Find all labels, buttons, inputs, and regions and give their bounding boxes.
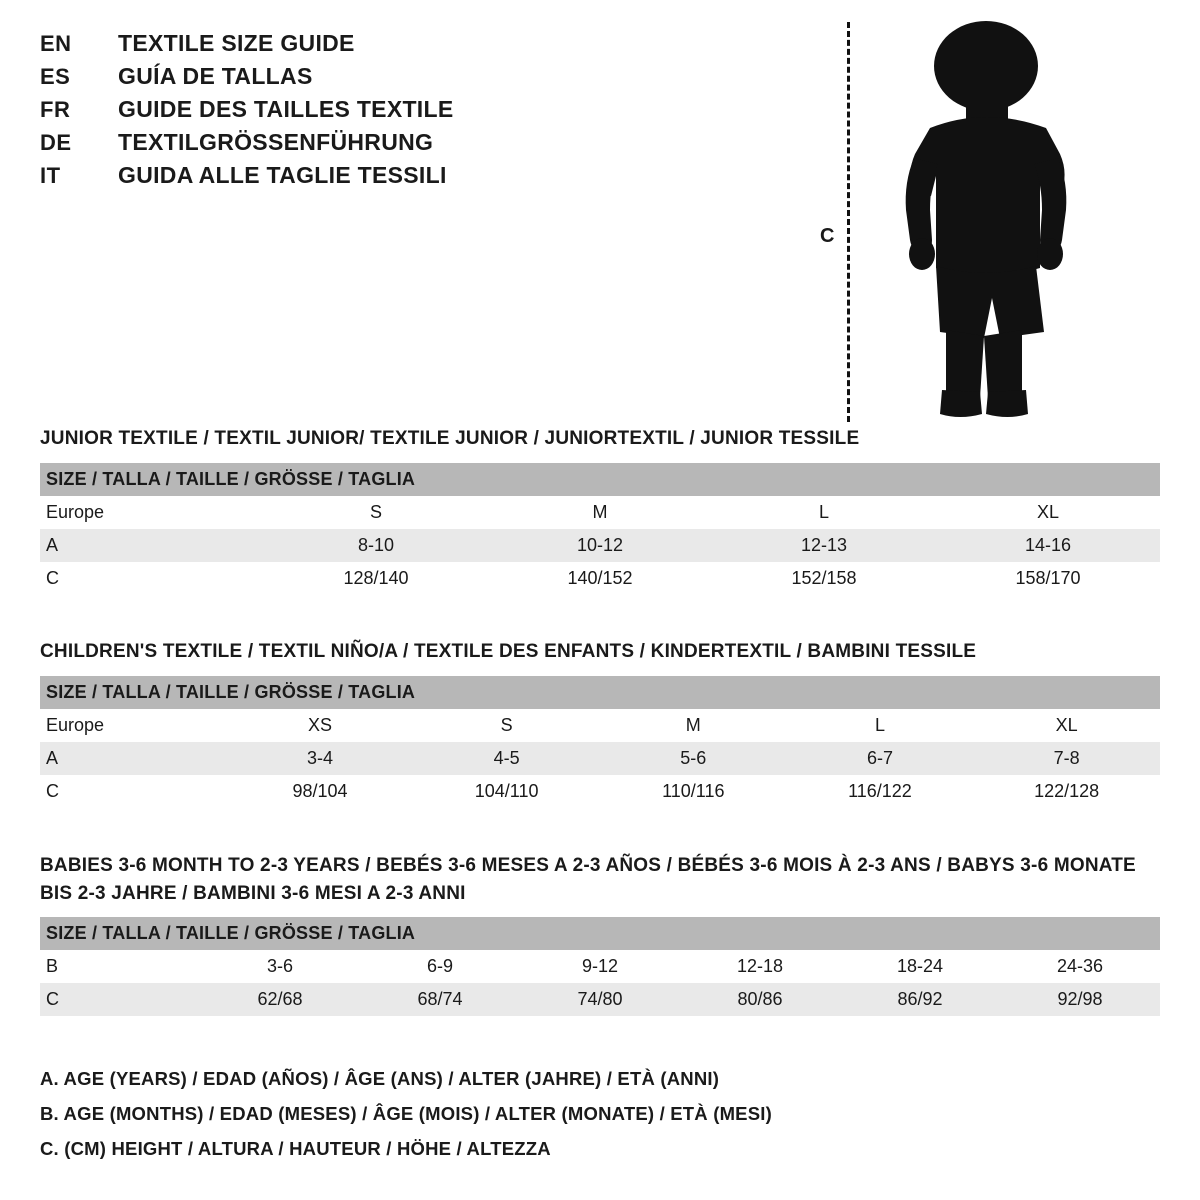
cell: 3-4 bbox=[227, 742, 414, 775]
language-title: GUIDA ALLE TAGLIE TESSILI bbox=[118, 162, 447, 188]
language-title: GUÍA DE TALLAS bbox=[118, 63, 313, 89]
table-row bbox=[40, 775, 1160, 808]
cell: 4-5 bbox=[413, 742, 600, 775]
language-code: DE bbox=[40, 130, 72, 155]
children-size-table bbox=[40, 676, 1160, 808]
cell: M bbox=[600, 709, 787, 742]
cell: M bbox=[488, 496, 712, 529]
table-header-label: SIZE / TALLA / TAILLE / GRÖSSE / TAGLIA bbox=[40, 917, 1160, 950]
language-row bbox=[40, 96, 600, 123]
cell: XL bbox=[973, 709, 1160, 742]
cell: 6-7 bbox=[787, 742, 974, 775]
table-header-row bbox=[40, 676, 1160, 709]
row-label: Europe bbox=[40, 496, 264, 529]
cell: 128/140 bbox=[264, 562, 488, 595]
cell: 104/110 bbox=[413, 775, 600, 808]
table-header-label: SIZE / TALLA / TAILLE / GRÖSSE / TAGLIA bbox=[40, 463, 1160, 496]
language-code: IT bbox=[40, 163, 61, 188]
cell: 74/80 bbox=[520, 983, 680, 1016]
cell: XS bbox=[227, 709, 414, 742]
language-title: TEXTILGRÖSSENFÜHRUNG bbox=[118, 129, 434, 155]
language-code: EN bbox=[40, 31, 72, 56]
table-row bbox=[40, 742, 1160, 775]
cell: 7-8 bbox=[973, 742, 1160, 775]
section-title: BABIES 3-6 MONTH TO 2-3 YEARS / BEBÉS 3-6 MESES A 2-3 AÑOS / BÉBÉS 3-6 MOIS À 2-3 ANS / BABYS 3-6 MONATE BIS 2-3 JAHRE / BAMBINI 3-6 MESI A 2-3 ANNI bbox=[40, 855, 1136, 904]
row-label: C bbox=[40, 775, 227, 808]
language-row bbox=[40, 129, 600, 156]
cell: L bbox=[787, 709, 974, 742]
cell: 80/86 bbox=[680, 983, 840, 1016]
language-code: ES bbox=[40, 64, 71, 89]
cell: XL bbox=[936, 496, 1160, 529]
legend-line-c: C. (CM) HEIGHT / ALTURA / HAUTEUR / HÖHE / ALTEZZA bbox=[40, 1138, 551, 1159]
legend-line-a: A. AGE (YEARS) / EDAD (AÑOS) / ÂGE (ANS) / ALTER (JAHRE) / ETÀ (ANNI) bbox=[40, 1068, 720, 1089]
row-label: A bbox=[40, 529, 264, 562]
cell: 122/128 bbox=[973, 775, 1160, 808]
cell: S bbox=[413, 709, 600, 742]
row-label: C bbox=[40, 983, 200, 1016]
section-title: JUNIOR TEXTILE / TEXTIL JUNIOR/ TEXTILE JUNIOR / JUNIORTEXTIL / JUNIOR TESSILE bbox=[40, 428, 860, 449]
language-row bbox=[40, 162, 600, 189]
language-row bbox=[40, 63, 600, 90]
table-row bbox=[40, 709, 1160, 742]
cell: 9-12 bbox=[520, 950, 680, 983]
row-label: B bbox=[40, 950, 200, 983]
language-header bbox=[40, 30, 600, 195]
cell: 8-10 bbox=[264, 529, 488, 562]
height-dashed-line bbox=[847, 22, 850, 422]
junior-size-table bbox=[40, 463, 1160, 595]
legend-block bbox=[40, 1068, 1140, 1173]
section-children bbox=[40, 638, 1160, 808]
table-row bbox=[40, 983, 1160, 1016]
language-row bbox=[40, 30, 600, 57]
cell: 152/158 bbox=[712, 562, 936, 595]
cell: 116/122 bbox=[787, 775, 974, 808]
cell: 5-6 bbox=[600, 742, 787, 775]
cell: 14-16 bbox=[936, 529, 1160, 562]
table-row bbox=[40, 496, 1160, 529]
cell: 24-36 bbox=[1000, 950, 1160, 983]
cell: 12-18 bbox=[680, 950, 840, 983]
cell: 86/92 bbox=[840, 983, 1000, 1016]
measure-label-c: C bbox=[820, 225, 835, 247]
table-row bbox=[40, 529, 1160, 562]
table-header-row bbox=[40, 463, 1160, 496]
cell: 140/152 bbox=[488, 562, 712, 595]
table-row bbox=[40, 562, 1160, 595]
cell: 110/116 bbox=[600, 775, 787, 808]
row-label: A bbox=[40, 742, 227, 775]
table-header-label: SIZE / TALLA / TAILLE / GRÖSSE / TAGLIA bbox=[40, 676, 1160, 709]
cell: 18-24 bbox=[840, 950, 1000, 983]
row-label: Europe bbox=[40, 709, 227, 742]
table-header-row bbox=[40, 917, 1160, 950]
language-code: FR bbox=[40, 97, 71, 122]
cell: 62/68 bbox=[200, 983, 360, 1016]
section-babies bbox=[40, 852, 1160, 1016]
language-title: GUIDE DES TAILLES TEXTILE bbox=[118, 96, 454, 122]
table-row bbox=[40, 950, 1160, 983]
cell: 158/170 bbox=[936, 562, 1160, 595]
section-title: CHILDREN'S TEXTILE / TEXTIL NIÑO/A / TEXTILE DES ENFANTS / KINDERTEXTIL / BAMBINI TESSILE bbox=[40, 641, 977, 662]
cell: L bbox=[712, 496, 936, 529]
cell: 68/74 bbox=[360, 983, 520, 1016]
section-junior bbox=[40, 425, 1160, 595]
cell: 3-6 bbox=[200, 950, 360, 983]
child-silhouette-icon bbox=[870, 18, 1100, 428]
cell: 10-12 bbox=[488, 529, 712, 562]
legend-line-b: B. AGE (MONTHS) / EDAD (MESES) / ÂGE (MOIS) / ALTER (MONATE) / ETÀ (MESI) bbox=[40, 1103, 772, 1124]
babies-size-table bbox=[40, 917, 1160, 1016]
cell: 12-13 bbox=[712, 529, 936, 562]
row-label: C bbox=[40, 562, 264, 595]
cell: 6-9 bbox=[360, 950, 520, 983]
cell: 92/98 bbox=[1000, 983, 1160, 1016]
language-title: TEXTILE SIZE GUIDE bbox=[118, 30, 355, 56]
cell: S bbox=[264, 496, 488, 529]
height-measure-figure bbox=[820, 10, 1140, 430]
cell: 98/104 bbox=[227, 775, 414, 808]
